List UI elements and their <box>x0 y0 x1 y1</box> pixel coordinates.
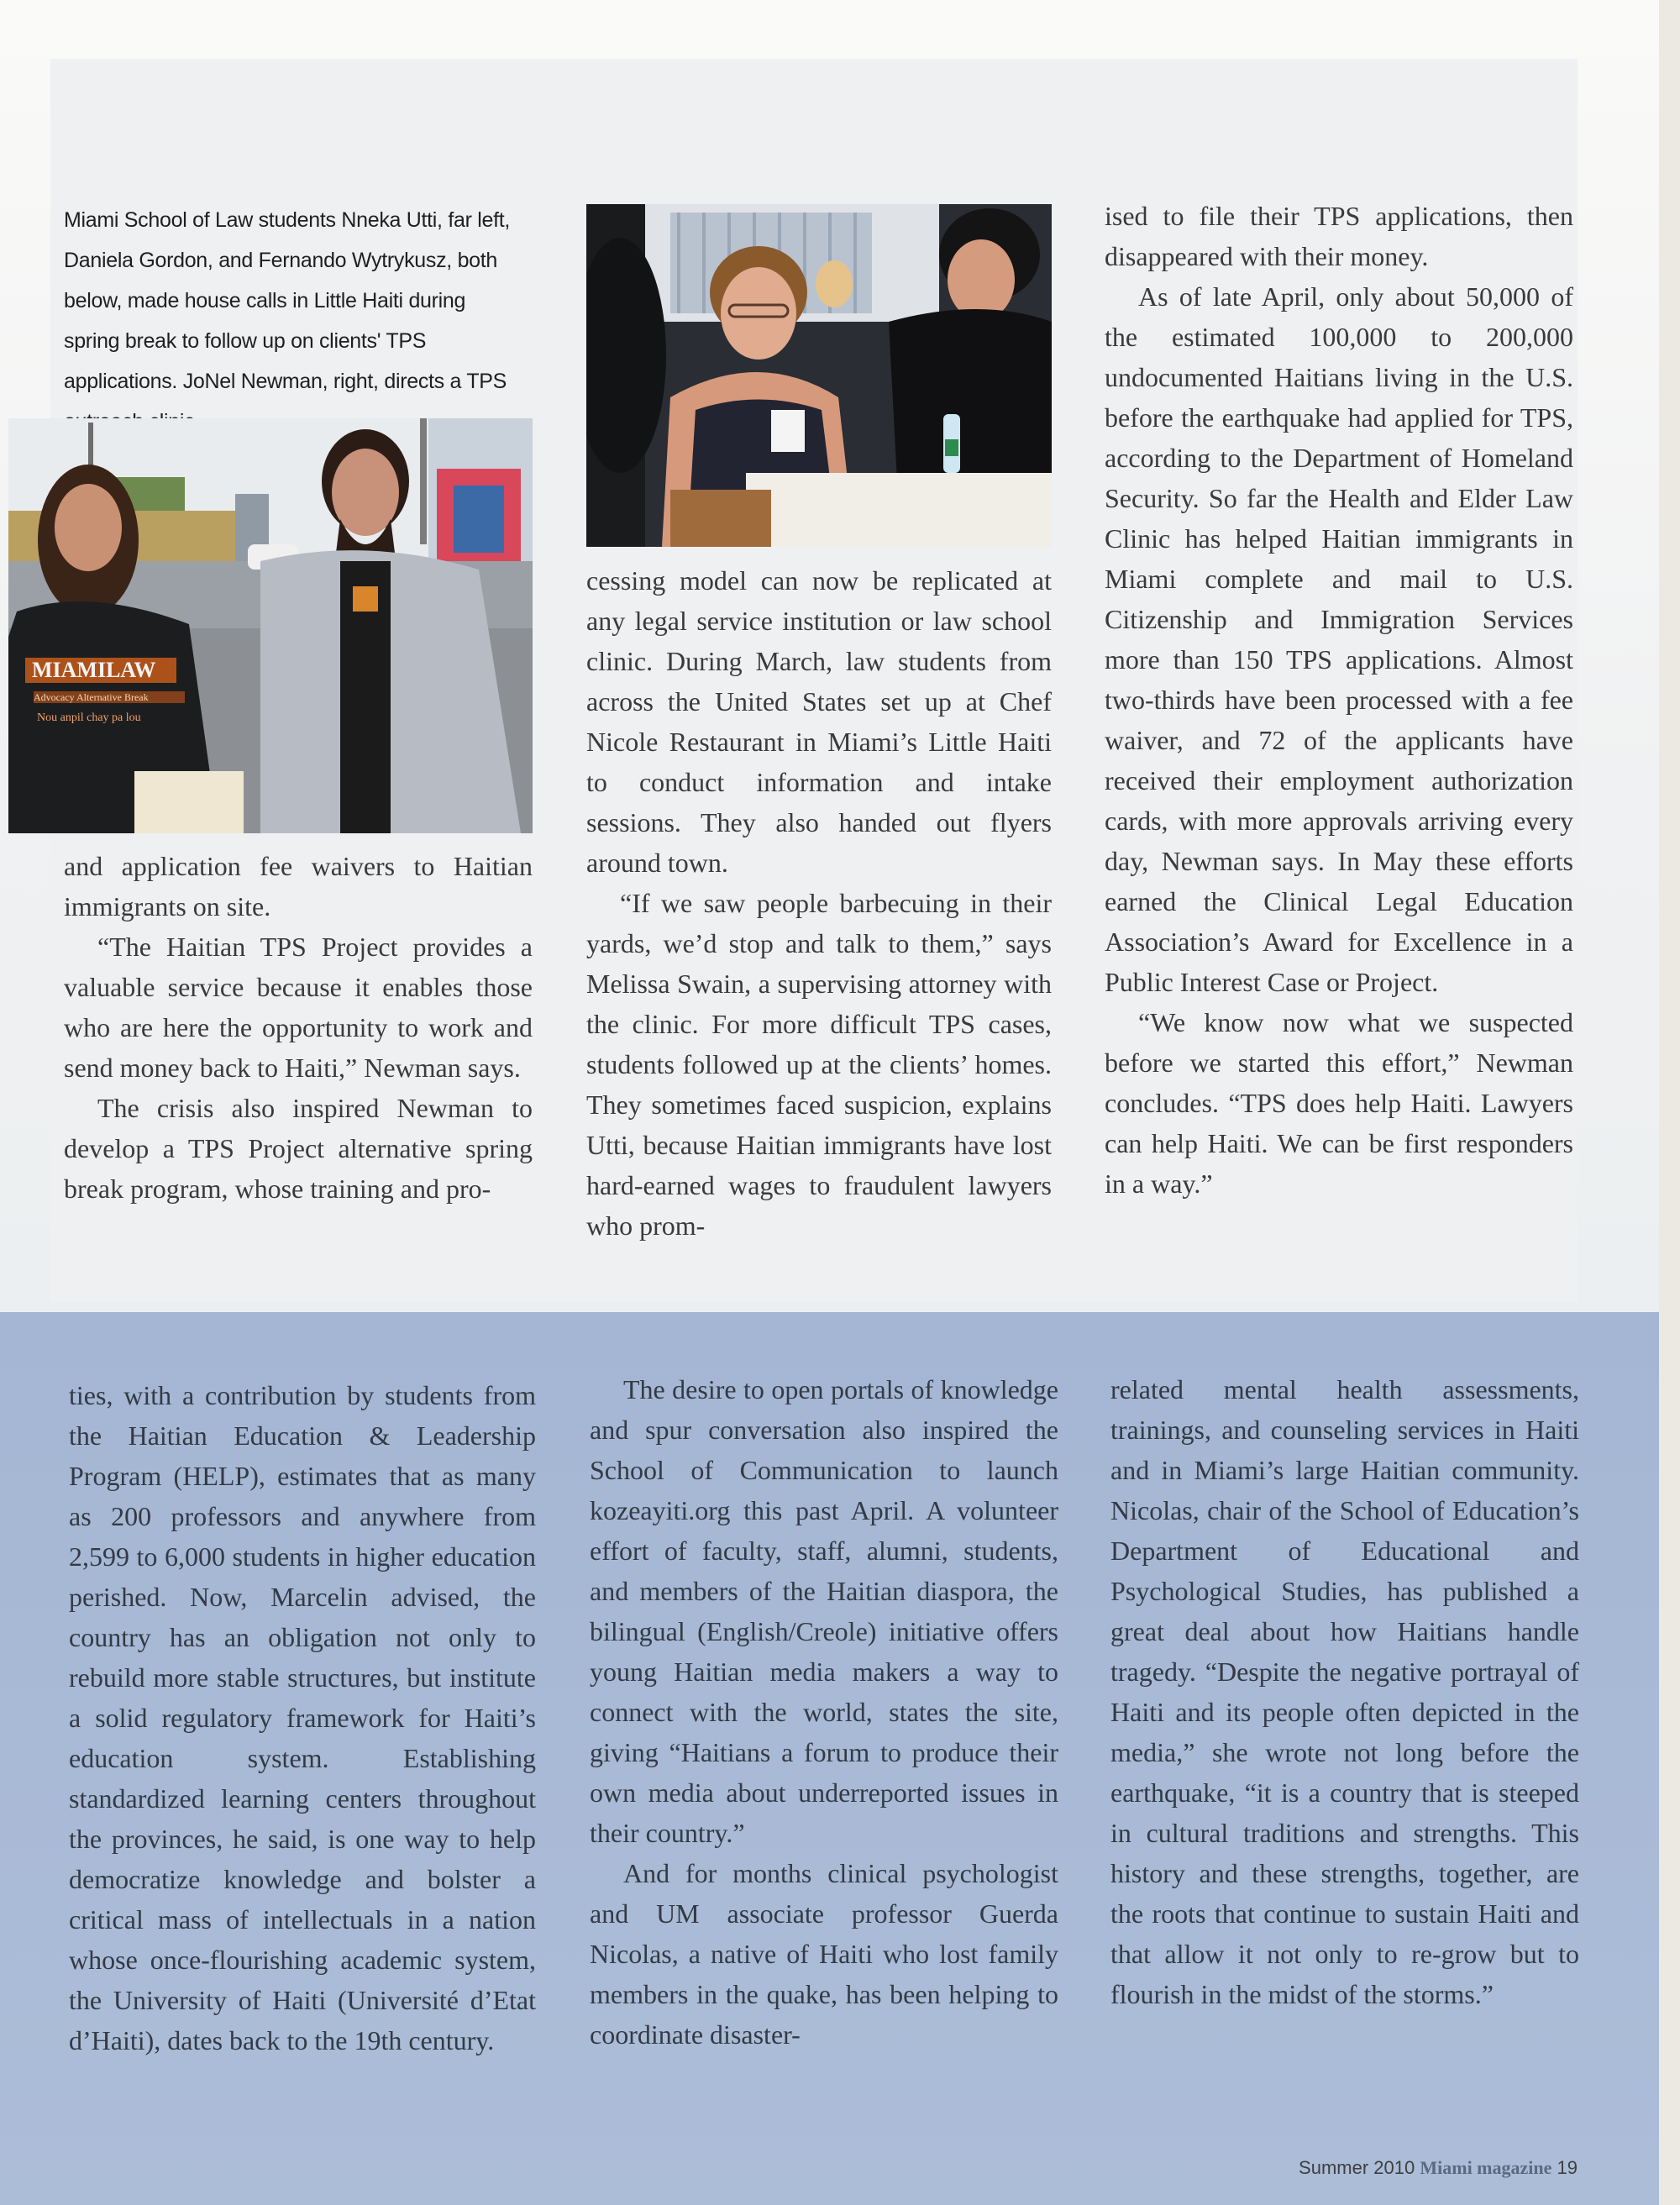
paragraph: ised to file their TPS applications, then disappeared with their money. <box>1105 201 1573 271</box>
bottom-column-3 <box>1110 1369 1579 2014</box>
top-column-3 <box>1105 196 1573 1204</box>
page-edge <box>1659 0 1680 2205</box>
paragraph: “The Haitian TPS Project provides a valuable service because it enables those who are here the opportunity to work and send money back to Haiti,” Newman says. <box>64 932 533 1083</box>
bottom-column-1 <box>69 1375 536 2061</box>
paragraph: related mental health assessments, trainings, and counseling services in Haiti and in Miami’s large Haitian community. Nicolas, chair of the School of Education’s Department of Educational and Psychological Studies, has published a great deal about how Haitians handle tragedy. “Despite the negative portrayal of Haiti and its people often depicted in the media,” she wrote not long before the earthquake, “it is a country that is steeped in cultural traditions and strengths. This history and these strengths, together, are the roots that continue to sustain Haiti and that allow it not only to re-grow but to flourish in the midst of the storms.” <box>1110 1374 1579 2009</box>
paragraph: ties, with a contribution by students from the Haitian Education & Leadership Program (HELP), estimates that as many as 200 professors and anywhere from 2,599 to 6,000 students in higher education perished. Now, Marcelin advised, the country has an obligation not only to rebuild more stable structures, but institute a solid regulatory framework for Haiti’s education system. Establishing standardized learning centers throughout the provinces, he said, is one way to help democratize knowledge and bolster a critical mass of intellectuals in a nation whose once-flourishing academic system, the University of Haiti (Université d’Etat d’Haiti), dates back to the 19th century. <box>69 1380 536 2055</box>
paragraph: and application fee waivers to Haitian immigrants on site. <box>64 851 533 921</box>
top-column-2 <box>586 560 1052 1246</box>
shirt-tagline-text: Advocacy Alternative Break <box>34 691 149 703</box>
paragraph: “We know now what we suspected before we started this effort,” Newman concludes. “TPS does help Haiti. Lawyers can help Haiti. We can be first responders in a way.” <box>1105 1007 1573 1199</box>
top-column-1 <box>64 846 533 1209</box>
paragraph: As of late April, only about 50,000 of the estimated 100,000 to 200,000 undocumented Haitians living in the U.S. before the earthquake had applied for TPS, according to the Department of Homeland Security. So far the Health and Elder Law Clinic has helped Haitian immigrants in Miami complete and mail to U.S. Citizenship and Immigration Services more than 150 TPS applications. Almost two-thirds have been processed with a fee waiver, and 72 of the applicants have received their employment authorization cards, with more approvals arriving every day, Newman says. In May these efforts earned the Clinical Legal Education Association’s Award for Excellence in a Public Interest Case or Project. <box>1105 281 1573 997</box>
paragraph: cessing model can now be replicated at any legal service institution or law school clinic. During March, law students from across the United States set up at Chef Nicole Restaurant in Miami’s Little Haiti to conduct information and intake sessions. They also handed out flyers around town. <box>586 565 1052 878</box>
bottom-column-2 <box>590 1369 1058 2055</box>
paragraph: And for months clinical psychologist and UM associate professor Guerda Nicolas, a native of Haiti who lost family members in the quake, has been helping to coordinate disaster- <box>590 1858 1058 2050</box>
photo-students-little-haiti <box>8 418 533 833</box>
paragraph: The crisis also inspired Newman to develop a TPS Project alternative spring break program, whose training and pro- <box>64 1093 533 1204</box>
footer-season: Summer 2010 <box>1299 2157 1415 2178</box>
page-footer <box>1299 2157 1578 2179</box>
paragraph: The desire to open portals of knowledge and spur conversation also inspired the School of Communication to launch kozeayiti.org this past April. A volunteer effort of faculty, staff, alumni, students, and members of the Haitian diaspora, the bilingual (English/Creole) initiative offers young Haitian media makers a way to connect with the world, states the site, giving “Haitians a forum to produce their own media about underreported issues in their country.” <box>590 1374 1058 1848</box>
shirt-creole-text: Nou anpil chay pa lou <box>37 711 141 724</box>
footer-magazine-name: Miami magazine <box>1420 2157 1552 2178</box>
paragraph: “If we saw people barbecuing in their yards, we’d stop and talk to them,” says Melissa Swain, a supervising attorney with the clinic. For more difficult TPS cases, students followed up at the clients’ homes. They sometimes faced suspicion, explains Utti, because Haitian immigrants have lost hard-earned wages to fraudulent lawyers who prom- <box>586 888 1052 1241</box>
shirt-logo-text: MIAMILAW <box>32 658 156 682</box>
photo-caption: Miami School of Law students Nneka Utti, far left, Daniela Gordon, and Fernando Wytrykusz, both below, made house calls in Little Haiti during spring break to follow up on clients' TPS applications. JoNel Newman, right, directs a TPS <box>64 208 511 393</box>
page-number: 19 <box>1557 2157 1578 2178</box>
photo-clinic-session <box>586 204 1052 547</box>
